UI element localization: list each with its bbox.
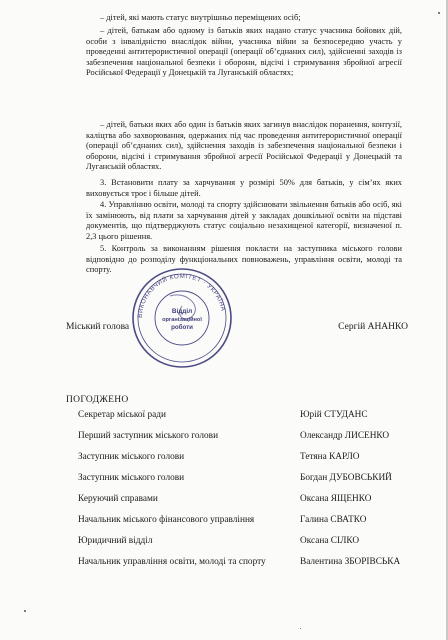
approval-position: Керуючий справами (78, 494, 158, 504)
scan-speck (24, 610, 26, 612)
signer-position: Міський голова (66, 322, 130, 332)
list-item-displaced: – дітей, які мають статус внутрішньо переміщених осіб; (100, 13, 301, 22)
clause-4: 4. Управлінню освіти, молоді та спорту здійснювати звільнення батьків або осіб, які їх замінюють, від плати за харчування дітей у закладах дошкільної освіти на підставі документів, що підтверджують статус соціально незахищеної категорії, визначеної п. 2,3 цього рішення. (86, 200, 402, 241)
stamp-center-line-1: Відділ (171, 308, 193, 315)
approval-position: Начальник управління освіти, молоді та спорту (78, 557, 266, 567)
approval-position: Начальник міського фінансового управління (78, 515, 255, 525)
signer-name: Сергій АНАНКО (338, 322, 408, 332)
approval-row (66, 410, 416, 431)
approval-name: Оксана ЯЩЕНКО (300, 494, 372, 504)
approvals-title: ПОГОДЖЕНО (66, 395, 129, 405)
official-stamp (130, 266, 234, 370)
approval-position: Заступник міського голови (78, 473, 185, 483)
scan-speck (300, 628, 301, 629)
approval-row (66, 515, 416, 536)
approvals-list (66, 410, 416, 578)
clause-3: 3. Встановити плату за харчування у розмірі 50% для батьків, у сім’ях яких виховується троє і більше дітей. (86, 178, 402, 198)
list-item-combatants: – дітей, батькам або одному із батьків яких надано статус учасника бойових дій, особи з інвалідністю внаслідок війни, учасника війни за безпосередню участь у проведенні антитерористичної операції (операції об’єднаних сил), здійсненні заходів із забезпечення національної безпеки і оборони, відсічі і стримування збройної агресії Російської Федерації у Донецькій та Луганській областях; (86, 26, 402, 78)
signature-scribble (170, 295, 195, 319)
approval-name: Галина СВАТКО (300, 515, 367, 525)
scan-speck (438, 12, 440, 14)
approval-name: Оксана СІЛКО (300, 536, 360, 546)
approval-name: Тетяна КАРЛО (300, 452, 360, 462)
approval-row (66, 431, 416, 452)
clause-5: 5. Контроль за виконанням рішення покласти на заступника міського голови відповідно до розподілу функціональних повноважень, управління освіти, молоді та спорту. (86, 244, 402, 275)
stamp-ring-text: ВИКОНАВЧИЙ КОМІТЕТ · УКРАЇНА (136, 272, 227, 319)
approval-row (66, 452, 416, 473)
stamp-center-line-3: роботи (171, 324, 193, 331)
approval-position: Заступник міського голови (78, 452, 185, 462)
approval-name: Юрій СТУДАНС (300, 410, 368, 420)
approval-position: Перший заступник міського голови (78, 431, 219, 441)
list-item-fallen: – дітей, батьки яких або один із батьків яких загинув внаслідок поранення, контузії, каліцтва або захворювання, одержаних під час проведення антитерористичної операції (операції об’єднаних сил), здійснення заходів із забезпечення національної безпеки і оборони, відсічі і стримування збройної агресії Російської Федерації у Донецькій та Луганській областях. (86, 120, 402, 172)
approval-position: Юридичний відділ (78, 536, 153, 546)
approval-position: Секретар міської ради (78, 410, 166, 420)
approval-row (66, 473, 416, 494)
approval-name: Богдан ДУБОВСЬКИЙ (300, 473, 392, 483)
stamp-center-line-2: організаційної (162, 317, 202, 323)
approval-row (66, 536, 416, 557)
approval-name: Валентина ЗБОРІВСЬКА (300, 557, 401, 567)
approval-row (66, 557, 416, 578)
approval-row (66, 494, 416, 515)
approval-name: Олександр ЛИСЕНКО (300, 431, 390, 441)
